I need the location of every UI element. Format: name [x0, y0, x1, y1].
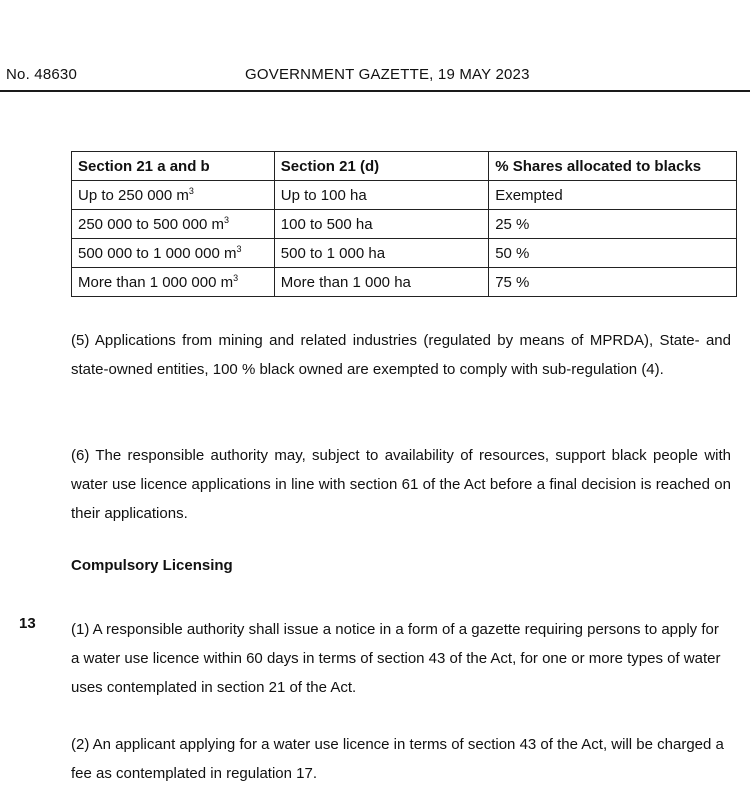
volume-text: 250 000 to 500 000 m [78, 215, 224, 233]
paragraph-5: (5) Applications from mining and related industries (regulated by means of MPRDA), State- and state-owned entities, 100 % black owned are exempted to comply with sub-regulation (4). [71, 332, 731, 378]
cube-superscript: 3 [188, 185, 194, 196]
cube-superscript: 3 [233, 272, 239, 283]
area-cell: More than 1 000 ha [274, 268, 488, 297]
table-row [72, 210, 737, 239]
column-header: Section 21 (d) [274, 152, 488, 181]
shares-cell: 25 % [489, 210, 737, 239]
paragraph-6: (6) The responsible authority may, subject to availability of resources, support black people with water use licence applications in line with section 61 of the Act before a final decision is reached on their applications. [71, 447, 731, 522]
regulation-number: 13 [19, 615, 36, 632]
volume-cell [72, 181, 275, 210]
table-row [72, 239, 737, 268]
volume-cell [72, 239, 275, 268]
table-row [72, 181, 737, 210]
volume-text: More than 1 000 000 m [78, 273, 234, 291]
shares-cell: 75 % [489, 268, 737, 297]
table-row [72, 268, 737, 297]
area-cell: Up to 100 ha [274, 181, 488, 210]
regulation-13-subsection-1: (1) A responsible authority shall issue a notice in a form of a gazette requiring persons to apply for a water use licence within 60 days in terms of section 43 of the Act, for one or more types of water uses contemplated in section 21 of the Act. [71, 621, 721, 696]
column-header: Section 21 a and b [72, 152, 275, 181]
area-cell: 100 to 500 ha [274, 210, 488, 239]
gazette-title: GOVERNMENT GAZETTE, 19 MAY 2023 [245, 66, 530, 83]
column-header: % Shares allocated to blacks [489, 152, 737, 181]
volume-text: Up to 250 000 m [78, 186, 189, 204]
regulation-13-subsection-2: (2) An applicant applying for a water use licence in terms of section 43 of the Act, will be charged a fee as contemplated in regulation 17. [71, 736, 724, 782]
shares-cell: 50 % [489, 239, 737, 268]
cube-superscript: 3 [223, 214, 229, 225]
issue-number: No. 48630 [6, 66, 78, 83]
shares-table [71, 151, 737, 297]
table-header-row [72, 152, 737, 181]
cube-superscript: 3 [236, 243, 242, 254]
volume-cell [72, 268, 275, 297]
area-cell: 500 to 1 000 ha [274, 239, 488, 268]
volume-text: 500 000 to 1 000 000 m [78, 244, 237, 262]
volume-cell [72, 210, 275, 239]
gazette-header [0, 64, 750, 92]
shares-cell: Exempted [489, 181, 737, 210]
section-heading: Compulsory Licensing [71, 557, 233, 574]
